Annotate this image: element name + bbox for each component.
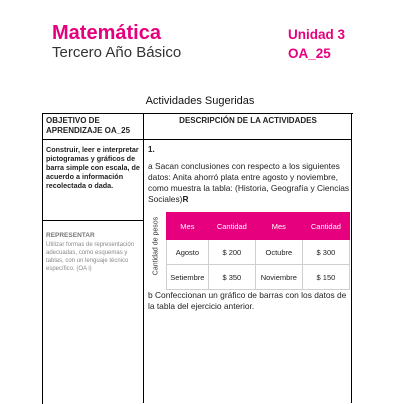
table-cell: Setiembre (167, 265, 209, 290)
table-cell: Noviembre (255, 265, 302, 290)
savings-axis-label-text: Cantidad de pesos (152, 216, 160, 276)
table-cell: Agosto (167, 240, 209, 265)
objective-header: OBJETIVO DE APRENDIZAJE OA_25 (46, 116, 131, 135)
table-header-divider (42, 139, 352, 140)
representar-text: Utilizar formas de representación adecuadas, como esquemas y tablas, con un lenguaje técnico específico. (OA i) (46, 242, 135, 272)
savings-header-cell: Mes (255, 213, 302, 240)
description-header: DESCRIPCIÓN DE LA ACTIVIDADES (179, 116, 317, 125)
savings-header-cell: Cantidad (208, 213, 255, 240)
part-a-bold: R (182, 194, 189, 204)
savings-axis-label (147, 212, 165, 280)
table-column-divider (143, 113, 144, 403)
table-cell: $ 350 (208, 265, 255, 290)
subject-title: Matemática (52, 22, 161, 44)
table-cell: $ 150 (302, 265, 349, 290)
savings-header-cell: Cantidad (302, 213, 349, 240)
activity-part-a (148, 161, 352, 205)
table-cell: Octubre (255, 240, 302, 265)
unit-label: Unidad 3 (288, 27, 346, 42)
savings-header-row (167, 213, 350, 240)
section-title: Actividades Sugeridas (145, 95, 255, 107)
table-row (167, 265, 350, 290)
objective-text: Construir, leer e interpretar pictogramas y gráficos de barra simple con escala, de acuerdo a información recolectada o dada. (46, 145, 140, 190)
savings-header-cell: Mes (167, 213, 209, 240)
table-cell: $ 300 (302, 240, 349, 265)
objective-divider (42, 220, 144, 221)
oa-label: OA_25 (288, 46, 331, 61)
activity-part-b: b Confeccionan un gráfico de barras con los datos de la tabla del ejercicio anterior. (148, 290, 347, 311)
representar-title: REPRESENTAR (46, 232, 95, 239)
activity-number: 1. (148, 145, 155, 154)
savings-table (166, 212, 350, 290)
table-right-border (351, 113, 352, 403)
table-row (167, 240, 350, 265)
part-a-text: a Sacan conclusiones con respecto a los siguientes datos: Anita ahorró plata entre agosto y noviembre, como muestra la tabla: (Historia, Geografía y Ciencias Sociales) (148, 161, 350, 204)
grade-subtitle: Tercero Año Básico (52, 44, 182, 61)
table-cell: $ 200 (208, 240, 255, 265)
